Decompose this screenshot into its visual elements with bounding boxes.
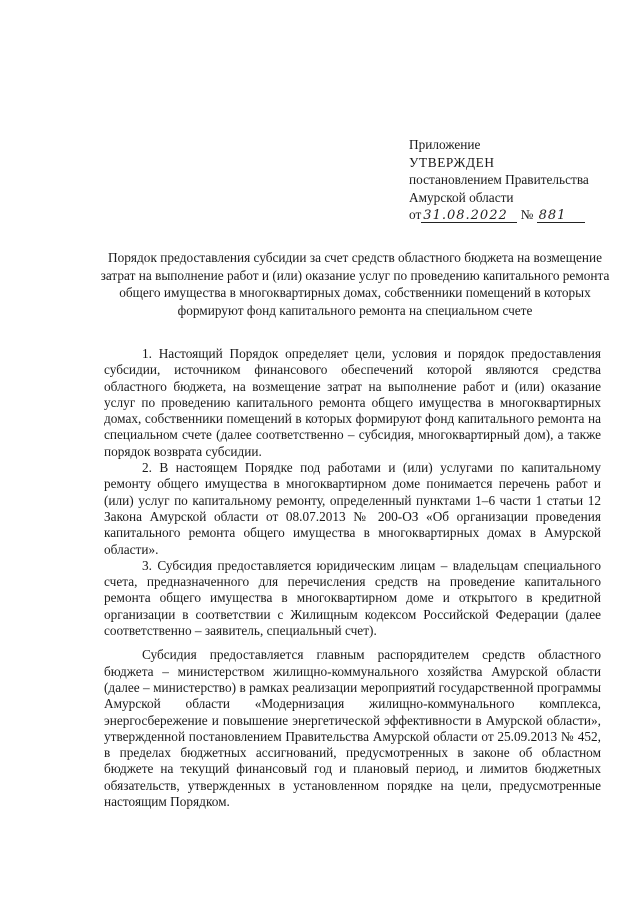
resolution-label: постановлением Правительства <box>409 172 589 187</box>
approval-block <box>409 136 629 224</box>
number-prefix: № <box>520 207 534 222</box>
paragraph: 2. В настоящем Порядке под работами и (или) услугами по капитальному ремонту общего имущества в многоквартирном доме понимается перечень работ и (или) услуг по капитальному ремонту, определенный пунктами 1–6 части 1 статьи 12 Закона Амурской области от 08.07.2013 № 200-ОЗ «Об организации проведения капитального ремонта общего имущества в многоквартирных домах в Амурской области». <box>104 460 601 557</box>
paragraph: 3. Субсидия предоставляется юридическим лицам – владельцам специального счета, предназначенного для перечисления средств на проведение капитального ремонта общего имущества в многоквартирном доме и открытого в кредитной организации в соответствии с Жилищным кодексом Российской Федерации (далее соответственно – заявитель, специальный счет). <box>104 557 601 639</box>
region-label: Амурской области <box>409 189 514 205</box>
approved-label: УТВЕРЖДЕН <box>409 154 495 170</box>
document-title: Порядок предоставления субсидии за счет средств областного бюджета на возмещение затрат на выполнение работ и (или) оказание услуг по проведению капитального ремонта общего имущества в многоквартирных домах, собственники помещений в которых формируют фонд капитального ремонта на специальном счете <box>100 250 610 318</box>
date-number-line <box>409 206 629 224</box>
handwritten-number: 881 <box>537 209 585 223</box>
date-prefix: от <box>409 207 422 222</box>
paragraph: Субсидия предоставляется главным распорядителем средств областного бюджета – министерством жилищно-коммунального хозяйства Амурской области (далее – министерство) в рамках реализации мероприятий государственной программы Амурской области «Модернизация жилищно-коммунального комплекса, энергосбережение и повышение энергетической эффективности в Амурской области», утвержденной постановлением Правительства Амурской области от 25.09.2013 № 452, в пределах бюджетных ассигнований, предусмотренных в законе об областном бюджете на текущий финансовый год и плановый период, и лимитов бюджетных обязательств, утвержденных в установленном порядке на цели, предусмотренные настоящим Порядком. <box>104 647 601 810</box>
handwritten-date: 31.08.2022 <box>421 209 517 223</box>
appendix-label: Приложение <box>409 137 481 152</box>
paragraph: 1. Настоящий Порядок определяет цели, условия и порядок предоставления субсидии, источником финансового обеспечений которой являются средства областного бюджета, на возмещение затрат на выполнение работ и (или) оказание услуг по проведению капитального ремонта общего имущества в многоквартирных домах, собственники помещений в которых формируют фонд капитального ремонта на специальном счете (далее соответственно – субсидия, многоквартирный дом), а также порядок возврата субсидии. <box>104 346 601 459</box>
document-body <box>104 346 601 810</box>
